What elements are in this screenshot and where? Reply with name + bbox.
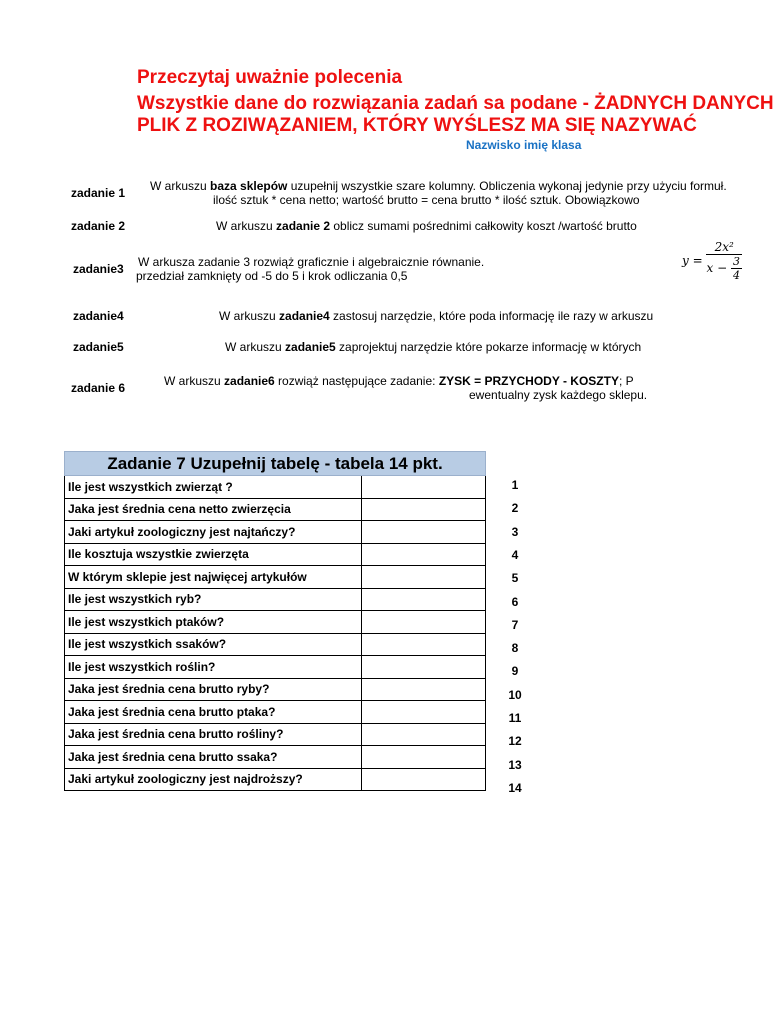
equation-fraction: [706, 240, 741, 282]
task-4-label: zadanie4: [73, 309, 124, 323]
question-cell: Ile jest wszystkich ryb?: [65, 588, 362, 611]
table-row: [65, 633, 486, 656]
task-3-text-line-2: przedział zamknięty od -5 do 5 i krok odliczania 0,5: [136, 269, 408, 283]
equation-lhs: y =: [682, 253, 703, 268]
question-number: 13: [508, 757, 522, 772]
table-row: [65, 521, 486, 544]
task-1-text-line-2: ilość sztuk * cena netto; wartość brutto = cena brutto * ilość sztuk. Obowiązkowo: [213, 193, 640, 207]
table-row: [65, 678, 486, 701]
header-line-2: Wszystkie dane do rozwiązania zadań sa podane - ŻADNYCH DANYCH: [137, 93, 774, 114]
question-number: 2: [511, 501, 519, 516]
question-cell: Jaka jest średnia cena brutto ssaka?: [65, 746, 362, 769]
table-row: [65, 701, 486, 724]
table-row: [65, 476, 486, 499]
question-cell: Ile jest wszystkich roślin?: [65, 656, 362, 679]
table-row: [65, 498, 486, 521]
header-line-1: Przeczytaj uważnie polecenia: [137, 67, 403, 88]
question-cell: W którym sklepie jest najwięcej artykułów: [65, 566, 362, 589]
answer-cell[interactable]: [362, 521, 486, 544]
task-6-text-line-2: ewentualny zysk każdego sklepu.: [469, 388, 648, 402]
table-row: [65, 723, 486, 746]
question-number: 14: [508, 780, 522, 795]
task-2-text: W arkuszu zadanie 2 oblicz sumami pośrednimi całkowity koszt /wartość brutto: [216, 219, 637, 233]
answer-cell[interactable]: [362, 656, 486, 679]
answer-cell[interactable]: [362, 543, 486, 566]
answer-cell[interactable]: [362, 588, 486, 611]
answer-cell[interactable]: [362, 476, 486, 499]
task-6-text-line-1: W arkuszu zadanie6 rozwiąż następujące zadanie: ZYSK = PRZYCHODY - KOSZTY; P: [164, 374, 634, 388]
answer-cell[interactable]: [362, 701, 486, 724]
question-cell: Ile jest wszystkich ssaków?: [65, 633, 362, 656]
task-5-label: zadanie5: [73, 340, 124, 354]
task-4-text: W arkuszu zadanie4 zastosuj narzędzie, które poda informację ile razy w arkuszu: [219, 309, 654, 323]
question-number: 7: [511, 617, 519, 632]
equation-numerator: 2x²: [706, 240, 741, 255]
task-1-label: zadanie 1: [71, 186, 126, 200]
question-cell: Jaka jest średnia cena brutto rośliny?: [65, 723, 362, 746]
question-number: 4: [511, 547, 519, 562]
header-line-3: PLIK Z ROZIWĄZANIEM, KTÓRY WYŚLESZ MA SIĘ NAZYWAĆ: [137, 115, 697, 136]
answer-cell[interactable]: [362, 611, 486, 634]
name-class-label: Nazwisko imię klasa: [466, 138, 582, 152]
table-row: [65, 588, 486, 611]
question-number: 9: [511, 664, 519, 679]
question-number: 1: [511, 478, 519, 492]
equation-denominator: x − $\frac{3}{4}$: [706, 255, 740, 282]
question-cell: Ile jest wszystkich ptaków?: [65, 611, 362, 634]
task-1-text-line-1: W arkuszu baza sklepów uzupełnij wszystkie szare kolumny. Obliczenia wykonaj jedynie przy użyciu formuł.: [150, 179, 727, 193]
answer-cell[interactable]: [362, 498, 486, 521]
question-number: 10: [508, 687, 522, 702]
answer-cell[interactable]: [362, 566, 486, 589]
task-7-title: Zadanie 7 Uzupełnij tabelę - tabela 14 pkt.: [65, 452, 486, 476]
task-3-label: zadanie3: [73, 262, 124, 276]
task-5-text: W arkuszu zadanie5 zaprojektuj narzędzie które pokarze informację w których: [225, 340, 642, 354]
answer-cell[interactable]: [362, 633, 486, 656]
equation: [682, 240, 742, 282]
table-row: [65, 611, 486, 634]
task-3-text-line-1: W arkusza zadanie 3 rozwiąż graficznie i algebraicznie równanie.: [138, 255, 485, 269]
table-row: [65, 543, 486, 566]
question-cell: Jaka jest średnia cena netto zwierzęcia: [65, 498, 362, 521]
task-2-label: zadanie 2: [71, 219, 126, 233]
answer-cell[interactable]: [362, 723, 486, 746]
table-row: [65, 656, 486, 679]
table-row: [65, 746, 486, 769]
question-cell: Jaka jest średnia cena brutto ptaka?: [65, 701, 362, 724]
question-number: 3: [511, 524, 519, 539]
answer-cell[interactable]: [362, 768, 486, 791]
answer-cell[interactable]: [362, 678, 486, 701]
question-cell: Jaki artykuł zoologiczny jest najdroższy?: [65, 768, 362, 791]
answer-cell[interactable]: [362, 746, 486, 769]
task-7-table: [64, 451, 486, 791]
question-cell: Ile kosztuja wszystkie zwierzęta: [65, 543, 362, 566]
task-6-label: zadanie 6: [71, 381, 126, 395]
question-number: 8: [511, 641, 519, 656]
question-cell: Ile jest wszystkich zwierząt ?: [65, 476, 362, 499]
table-row: [65, 566, 486, 589]
question-number: 6: [511, 594, 519, 609]
question-cell: Jaki artykuł zoologiczny jest najtańczy?: [65, 521, 362, 544]
question-number: 5: [511, 571, 519, 586]
question-number: 12: [508, 734, 522, 749]
table-row: [65, 768, 486, 791]
question-number: 11: [508, 711, 522, 725]
question-cell: Jaka jest średnia cena brutto ryby?: [65, 678, 362, 701]
